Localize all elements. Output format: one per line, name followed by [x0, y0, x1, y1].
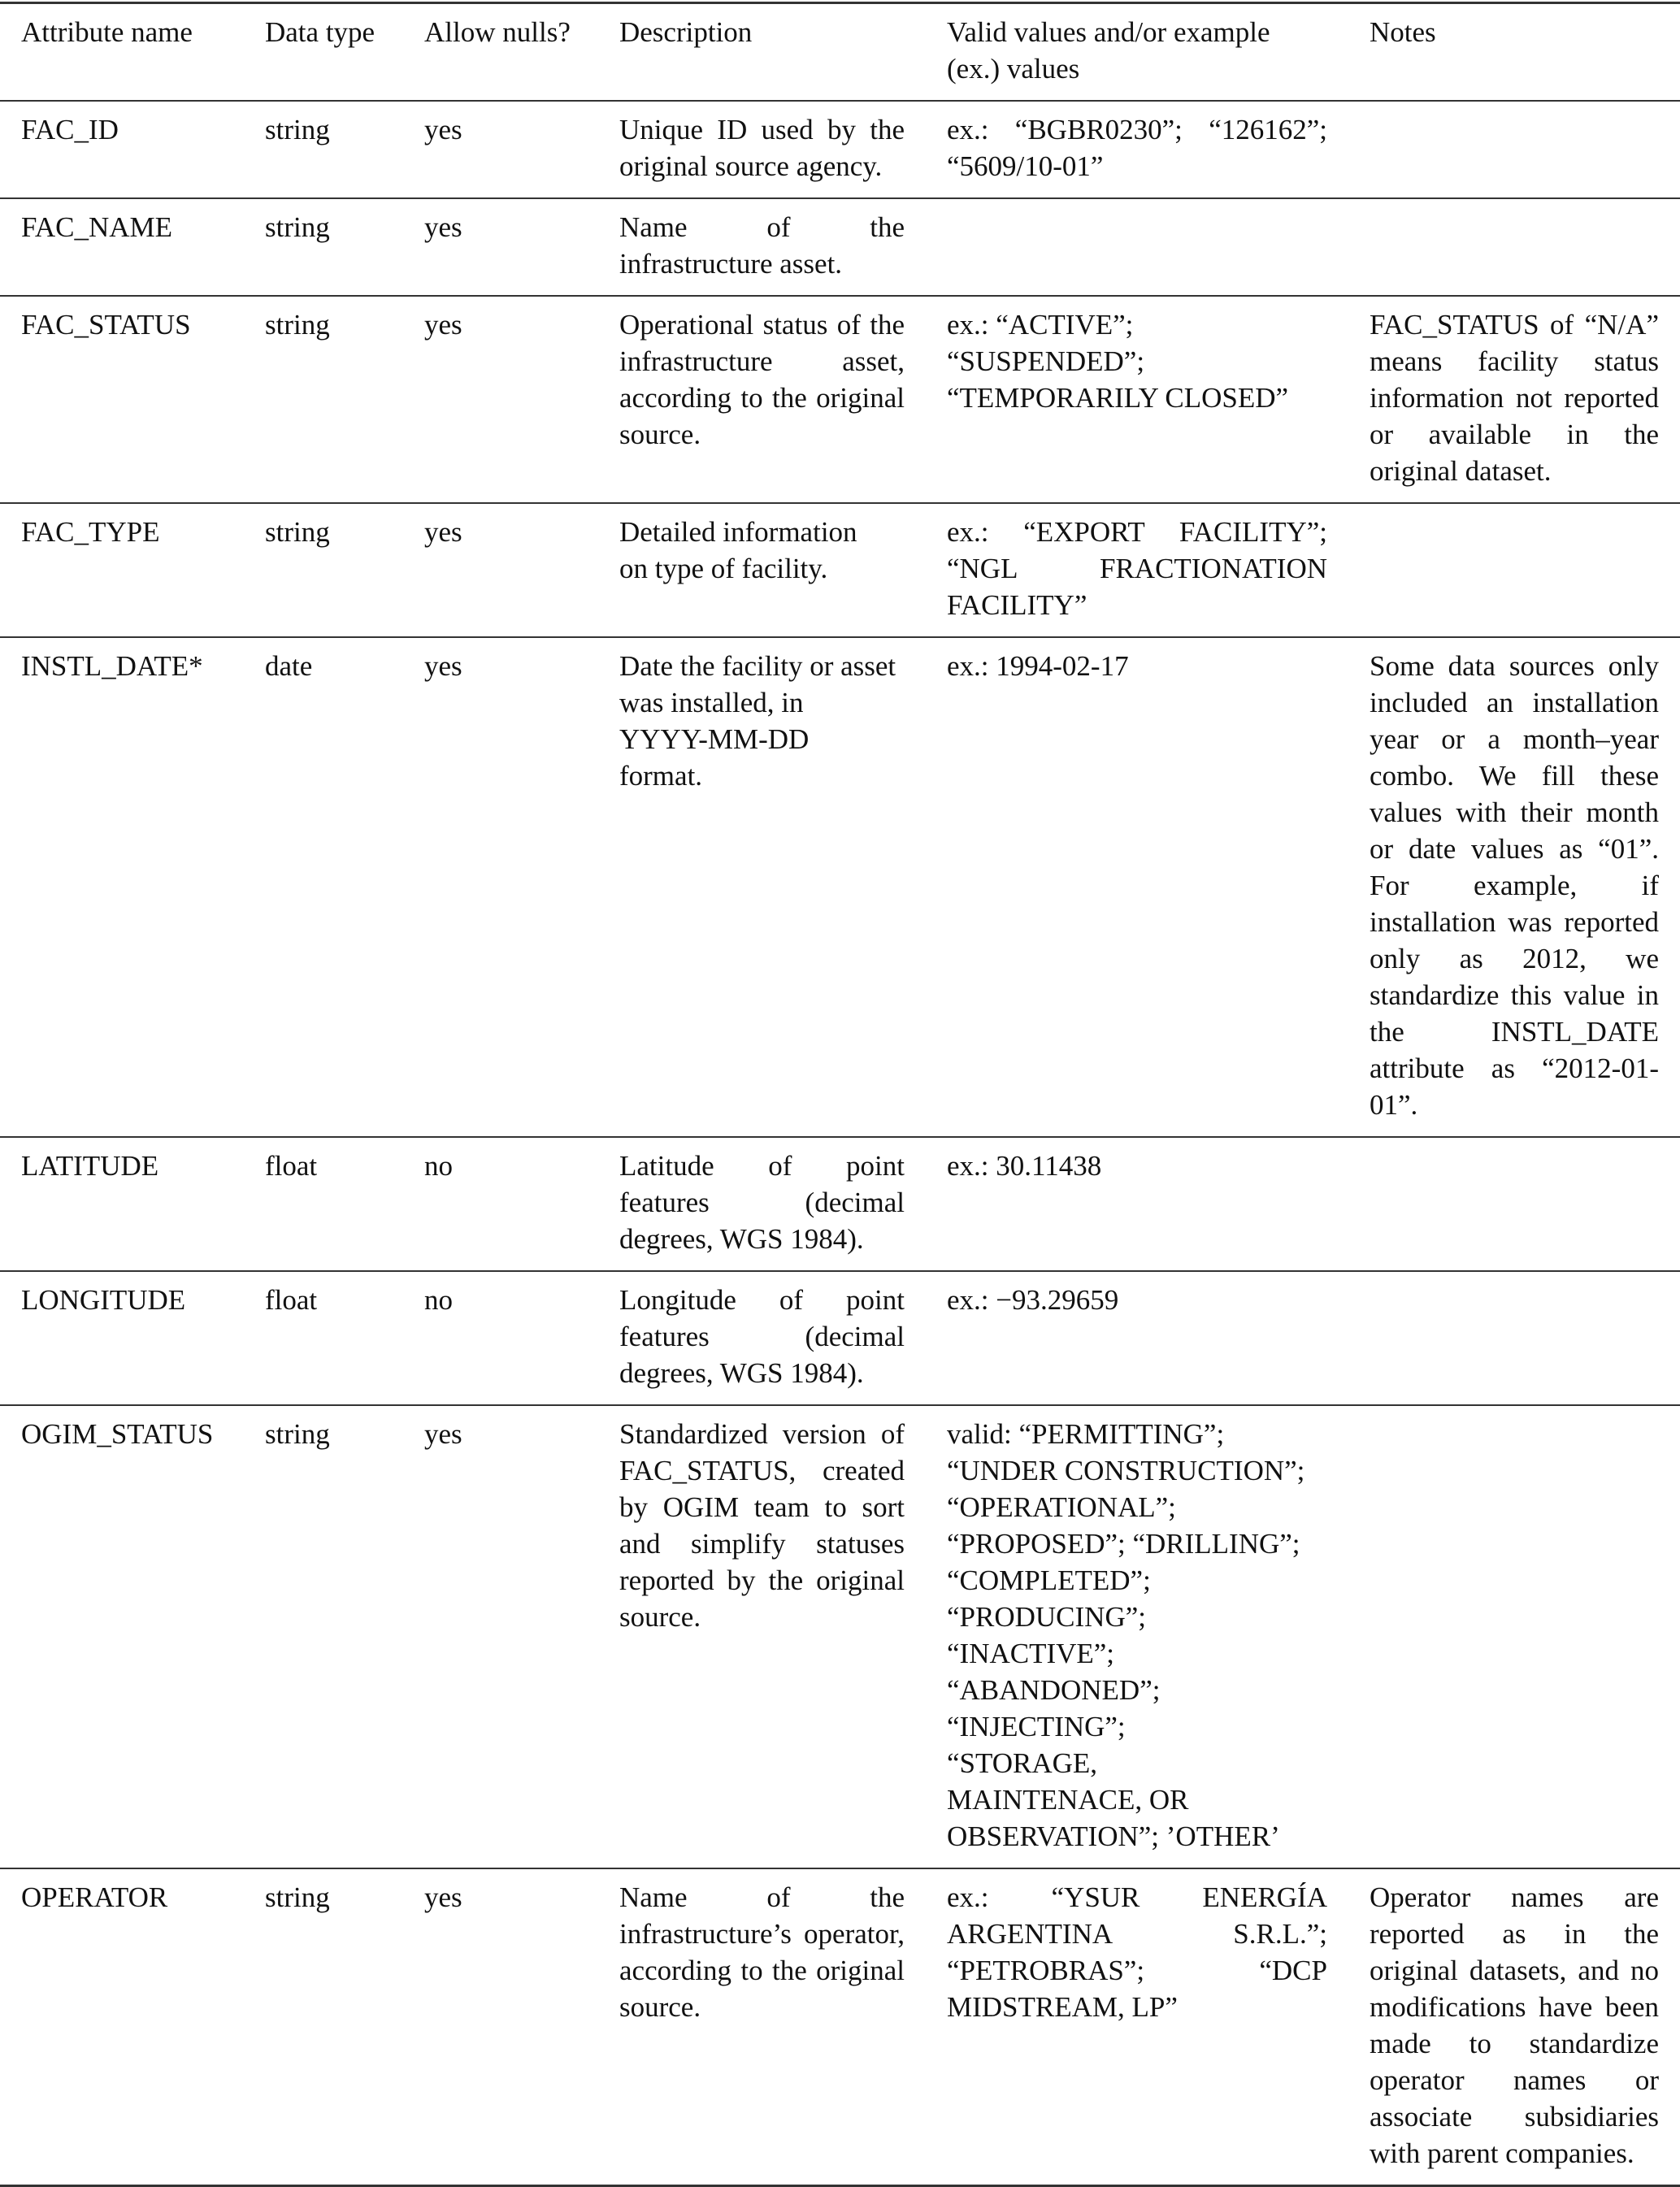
notes-cell [1348, 1405, 1680, 1868]
header-valid-values: Valid values and/or example (ex.) values [926, 3, 1348, 102]
values-cell: ex.: “ACTIVE”; “SUSPENDED”; “TEMPORARILY CLOSED” [926, 296, 1348, 503]
values-cell: ex.: “YSUR ENERGÍA ARGENTINA S.R.L.”; “PETROBRAS”; “DCP MIDSTREAM, LP” [926, 1868, 1348, 2186]
attribute-name-cell: FAC_TYPE [0, 503, 244, 637]
header-row [0, 3, 1680, 102]
attribute-name-cell: LATITUDE [0, 1137, 244, 1271]
attribute-name-cell: OPERATOR [0, 1868, 244, 2186]
table-row [0, 198, 1680, 296]
data-type-cell: float [244, 1137, 403, 1271]
values-cell: valid: “PERMITTING”; “UNDER CONSTRUCTION”; “OPERATIONAL”; “PROPOSED”; “DRILLING”; “COMPLETED”; “PRODUCING”; “INACTIVE”; “ABANDONED”; “INJECTING”; “STORAGE, MAINTENACE, OR OBSERVATION”; ’OTHER’ [926, 1405, 1348, 1868]
values-cell [926, 198, 1348, 296]
values-cell: ex.: “BGBR0230”; “126162”; “5609/10-01” [926, 101, 1348, 198]
description-cell: Latitude of point features (decimal degrees, WGS 1984). [598, 1137, 926, 1271]
description-cell: Name of the infrastructure asset. [598, 198, 926, 296]
allow-nulls-cell: yes [403, 198, 598, 296]
attribute-name-cell: INSTL_DATE* [0, 637, 244, 1137]
attribute-table [0, 2, 1680, 2187]
description-cell: Name of the infrastructure’s operator, according to the original source. [598, 1868, 926, 2186]
notes-cell [1348, 1271, 1680, 1405]
notes-cell: FAC_STATUS of “N/A” means facility status information not reported or available in the original dataset. [1348, 296, 1680, 503]
notes-cell: Some data sources only included an installation year or a month–year combo. We fill these values with their month or date values as “01”. For example, if installation was reported only as 2012, we standardize this value in the INSTL_DATE attribute as “2012-01-01”. [1348, 637, 1680, 1137]
description-cell: Operational status of the infrastructure asset, according to the original source. [598, 296, 926, 503]
allow-nulls-cell: yes [403, 101, 598, 198]
description-cell: Detailed information on type of facility. [598, 503, 926, 637]
data-type-cell: float [244, 1271, 403, 1405]
allow-nulls-cell: yes [403, 1868, 598, 2186]
values-cell: ex.: 30.11438 [926, 1137, 1348, 1271]
notes-cell [1348, 503, 1680, 637]
header-notes: Notes [1348, 3, 1680, 102]
attribute-name-cell: FAC_ID [0, 101, 244, 198]
allow-nulls-cell: yes [403, 296, 598, 503]
table-row [0, 1405, 1680, 1868]
description-cell: Unique ID used by the original source agency. [598, 101, 926, 198]
values-cell: ex.: “EXPORT FACILITY”; “NGL FRACTIONATION FACILITY” [926, 503, 1348, 637]
notes-cell [1348, 1137, 1680, 1271]
notes-cell [1348, 101, 1680, 198]
data-type-cell: string [244, 101, 403, 198]
header-data-type: Data type [244, 3, 403, 102]
data-type-cell: string [244, 1868, 403, 2186]
table-row [0, 1137, 1680, 1271]
table-row [0, 296, 1680, 503]
description-cell: Date the facility or asset was installed, in YYYY-MM-DD format. [598, 637, 926, 1137]
allow-nulls-cell: yes [403, 637, 598, 1137]
header-attribute-name: Attribute name [0, 3, 244, 102]
table-row [0, 503, 1680, 637]
allow-nulls-cell: no [403, 1137, 598, 1271]
data-type-cell: string [244, 198, 403, 296]
attribute-name-cell: LONGITUDE [0, 1271, 244, 1405]
header-description: Description [598, 3, 926, 102]
description-cell: Longitude of point features (decimal degrees, WGS 1984). [598, 1271, 926, 1405]
table-header [0, 3, 1680, 102]
allow-nulls-cell: yes [403, 503, 598, 637]
data-type-cell: string [244, 296, 403, 503]
data-type-cell: date [244, 637, 403, 1137]
values-cell: ex.: −93.29659 [926, 1271, 1348, 1405]
table-row [0, 637, 1680, 1137]
notes-cell: Operator names are reported as in the original datasets, and no modifications have been made to standardize operator names or associate subsidiaries with parent companies. [1348, 1868, 1680, 2186]
table-body [0, 101, 1680, 2186]
values-cell: ex.: 1994-02-17 [926, 637, 1348, 1137]
data-type-cell: string [244, 1405, 403, 1868]
attribute-name-cell: OGIM_STATUS [0, 1405, 244, 1868]
notes-cell [1348, 198, 1680, 296]
allow-nulls-cell: yes [403, 1405, 598, 1868]
table-row [0, 101, 1680, 198]
table-row [0, 1868, 1680, 2186]
table-row [0, 1271, 1680, 1405]
header-allow-nulls: Allow nulls? [403, 3, 598, 102]
attribute-name-cell: FAC_STATUS [0, 296, 244, 503]
description-cell: Standardized version of FAC_STATUS, created by OGIM team to sort and simplify statuses reported by the original source. [598, 1405, 926, 1868]
attribute-name-cell: FAC_NAME [0, 198, 244, 296]
allow-nulls-cell: no [403, 1271, 598, 1405]
data-type-cell: string [244, 503, 403, 637]
